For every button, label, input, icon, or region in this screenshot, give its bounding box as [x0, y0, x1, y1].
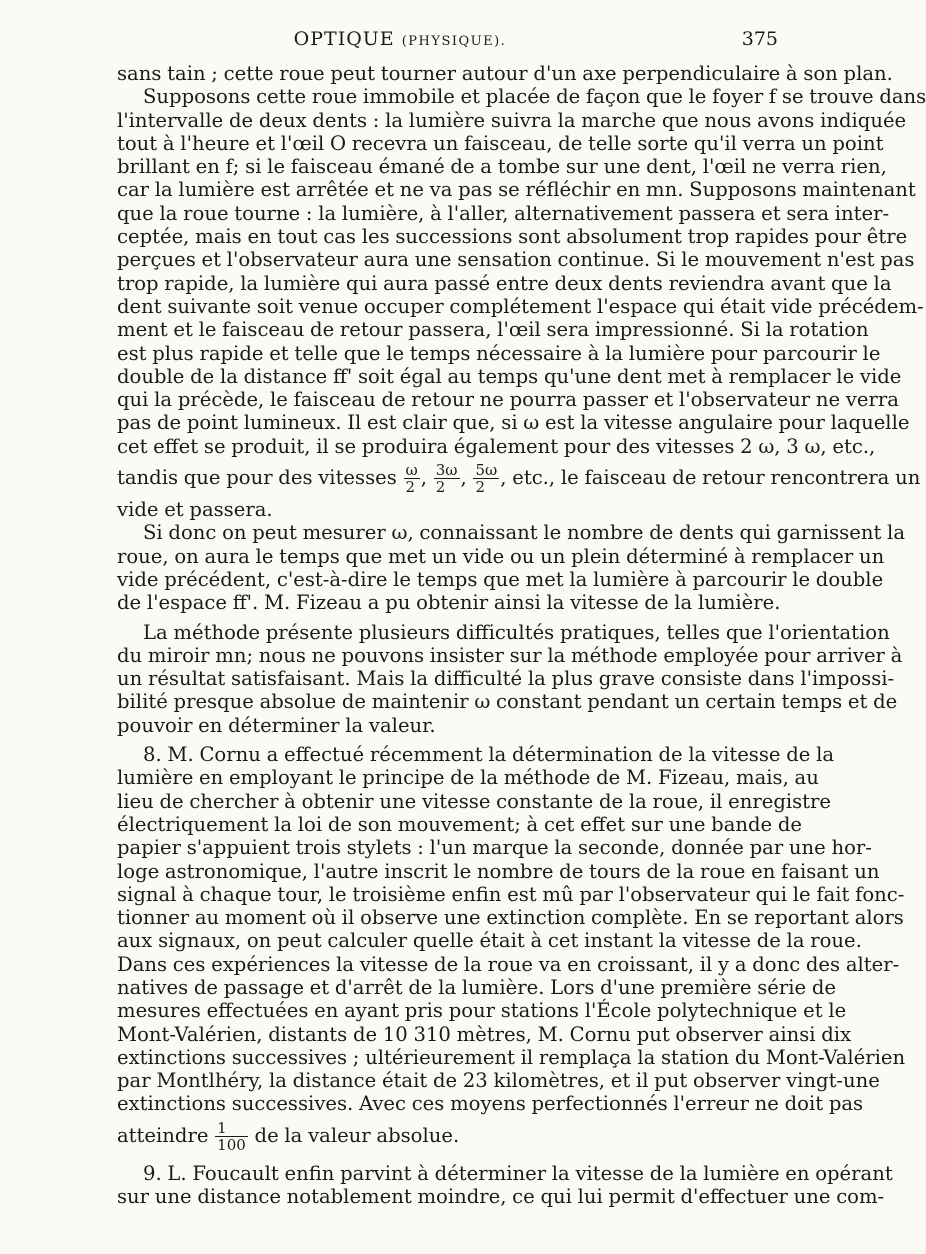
text-line: Mont-Valérien, distants de 10 310 mètres, M. Cornu put observer ainsi dix: [117, 1022, 852, 1046]
text-line: un résultat satisfaisant. Mais la difficulté la plus grave consiste dans l'impossi-: [117, 667, 895, 691]
text-line: loge astronomique, l'autre inscrit le nombre de tours de la roue en faisant un: [117, 859, 880, 883]
text-line: électriquement la loi de son mouvement; à cet effet sur une bande de: [117, 812, 803, 836]
fraction-denominator: 2: [405, 478, 416, 497]
text-line: double de la distance ff' soit égal au temps qu'une dent met à remplacer le vide: [117, 364, 902, 388]
text-line: Dans ces expériences la vitesse de la roue va en croissant, il y a donc des alter-: [117, 952, 900, 976]
fraction: [473, 462, 499, 495]
formula-text: , etc., le faisceau de retour rencontrera un: [500, 466, 921, 490]
text-line: bilité presque absolue de maintenir ω constant pendant un certain temps et de: [117, 690, 898, 714]
text-line: car la lumière est arrêtée et ne va pas se réfléchir en mn. Supposons maintenant: [117, 178, 916, 202]
formula-text: tandis que pour des vitesses: [117, 466, 397, 490]
running-head: [0, 28, 800, 56]
fraction-numerator: 5ω: [475, 461, 498, 480]
text-line: extinctions successives ; ultérieurement il remplaça la station du Mont-Valérien: [117, 1045, 906, 1069]
page-title: [0, 28, 800, 50]
text-line: l'intervalle de deux dents : la lumière suivra la marche que nous avons indiquée: [117, 108, 907, 132]
text-line: tionner au moment où il observe une extinction complète. En se reportant alors: [117, 906, 904, 930]
text-line: aux signaux, on peut calculer quelle était à cet instant la vitesse de la roue.: [117, 929, 862, 953]
body-text: [117, 62, 926, 1209]
fraction: [215, 1120, 248, 1153]
formula-text: de la valeur absolue.: [254, 1123, 460, 1147]
text-line: du miroir mn; nous ne pouvons insister sur la méthode employée pour arriver à: [117, 643, 903, 667]
text-line: sur une distance notablement moindre, ce qui lui permit d'effectuer une com-: [117, 1185, 885, 1209]
fraction-numerator: 3ω: [435, 461, 458, 480]
fraction: [434, 462, 460, 495]
text-line: que la roue tourne : la lumière, à l'aller, alternativement passera et sera inter-: [117, 201, 890, 225]
text-line: dent suivante soit venue occuper complétement l'espace qui était vide précédem-: [117, 294, 924, 318]
text-line: papier s'appuient trois stylets : l'un marque la seconde, donnée par une hor-: [117, 836, 872, 860]
fraction-numerator: 1: [215, 1120, 248, 1137]
fraction-denominator: 100: [217, 1135, 246, 1154]
fraction-denominator: 2: [435, 478, 446, 497]
formula-line: [117, 1116, 772, 1156]
text-line: signal à chaque tour, le troisième enfin est mû par l'observateur qui le fait fonc-: [117, 882, 905, 906]
text-line: mesures effectuées en ayant pris pour stations l'École polytechnique et le: [117, 999, 847, 1023]
title-text: OPTIQUE: [293, 28, 395, 50]
text-line: vide précédent, c'est-à-dire le temps que met la lumière à parcourir le double: [117, 567, 884, 591]
text-line: par Montlhéry, la distance était de 23 kilomètres, et il put observer vingt-une: [117, 1069, 880, 1093]
text-line: tout à l'heure et l'œil O recevra un faisceau, de telle sorte qu'il verra un point: [117, 131, 884, 155]
fraction-numerator: ω: [405, 461, 418, 480]
formula-line: tandis que pour des vitesses $\frac{\omega}{2}$ , $\frac{3\omega}{2}$ , $\frac{5\omega}{2}$ , etc., le faisceau de retour rencontrera un: [117, 461, 921, 497]
text-line: de l'espace ff'. M. Fizeau a pu obtenir ainsi la vitesse de la lumière.: [117, 591, 781, 615]
section-heading-line: 9. L. Foucault enfin parvint à déterminer la vitesse de la lumière en opérant: [143, 1161, 893, 1185]
text-line: sans tain ; cette roue peut tourner autour d'un axe perpendiculaire à son plan.: [117, 62, 893, 85]
text-line: pas de point lumineux. Il est clair que, si ω est la vitesse angulaire pour laquelle: [117, 411, 910, 435]
page-number: 375: [741, 28, 778, 50]
subtitle-text: (PHYSIQUE).: [401, 34, 507, 49]
text-line: brillant en f; si le faisceau émané de a tombe sur une dent, l'œil ne verra rien,: [117, 155, 887, 179]
section-heading-line: 8. M. Cornu a effectué récemment la détermination de la vitesse de la: [143, 743, 835, 767]
text-line: extinctions successives. Avec ces moyens perfectionnés l'erreur ne doit pas: [117, 1092, 864, 1116]
text-line: pouvoir en déterminer la valeur.: [117, 713, 436, 737]
text-line: lumière en employant le principe de la méthode de M. Fizeau, mais, au: [117, 766, 819, 790]
text-line: ment et le faisceau de retour passera, l'œil sera impressionné. Si la rotation: [117, 318, 869, 342]
text-line: La méthode présente plusieurs difficultés pratiques, telles que l'orientation: [143, 620, 890, 644]
text-line: lieu de chercher à obtenir une vitesse constante de la roue, il enregistre: [117, 789, 832, 813]
text-line: cet effet se produit, il se produira également pour des vitesses 2 ω, 3 ω, etc.,: [117, 434, 876, 458]
text-line: qui la précède, le faisceau de retour ne pourra passer et l'observateur ne verra: [117, 388, 899, 412]
text-line: vide et passera.: [117, 498, 273, 522]
text-line: Supposons cette roue immobile et placée de façon que le foyer f se trouve dans: [143, 85, 926, 109]
text-line: perçues et l'observateur aura une sensation continue. Si le mouvement n'est pas: [117, 248, 915, 272]
text-line: roue, on aura le temps que met un vide ou un plein déterminé à remplacer un: [117, 544, 885, 568]
fraction: [404, 462, 420, 495]
text-line: Si donc on peut mesurer ω, connaissant le nombre de dents qui garnissent la: [143, 521, 905, 545]
fraction-denominator: 2: [475, 478, 486, 497]
formula-text: atteindre: [117, 1123, 209, 1147]
text-line: natives de passage et d'arrêt de la lumière. Lors d'une première série de: [117, 975, 836, 999]
text-line: est plus rapide et telle que le temps nécessaire à la lumière pour parcourir le: [117, 341, 881, 365]
text-line: trop rapide, la lumière qui aura passé entre deux dents reviendra avant que la: [117, 271, 892, 295]
text-line: ceptée, mais en tout cas les successions sont absolument trop rapides pour être: [117, 225, 908, 249]
